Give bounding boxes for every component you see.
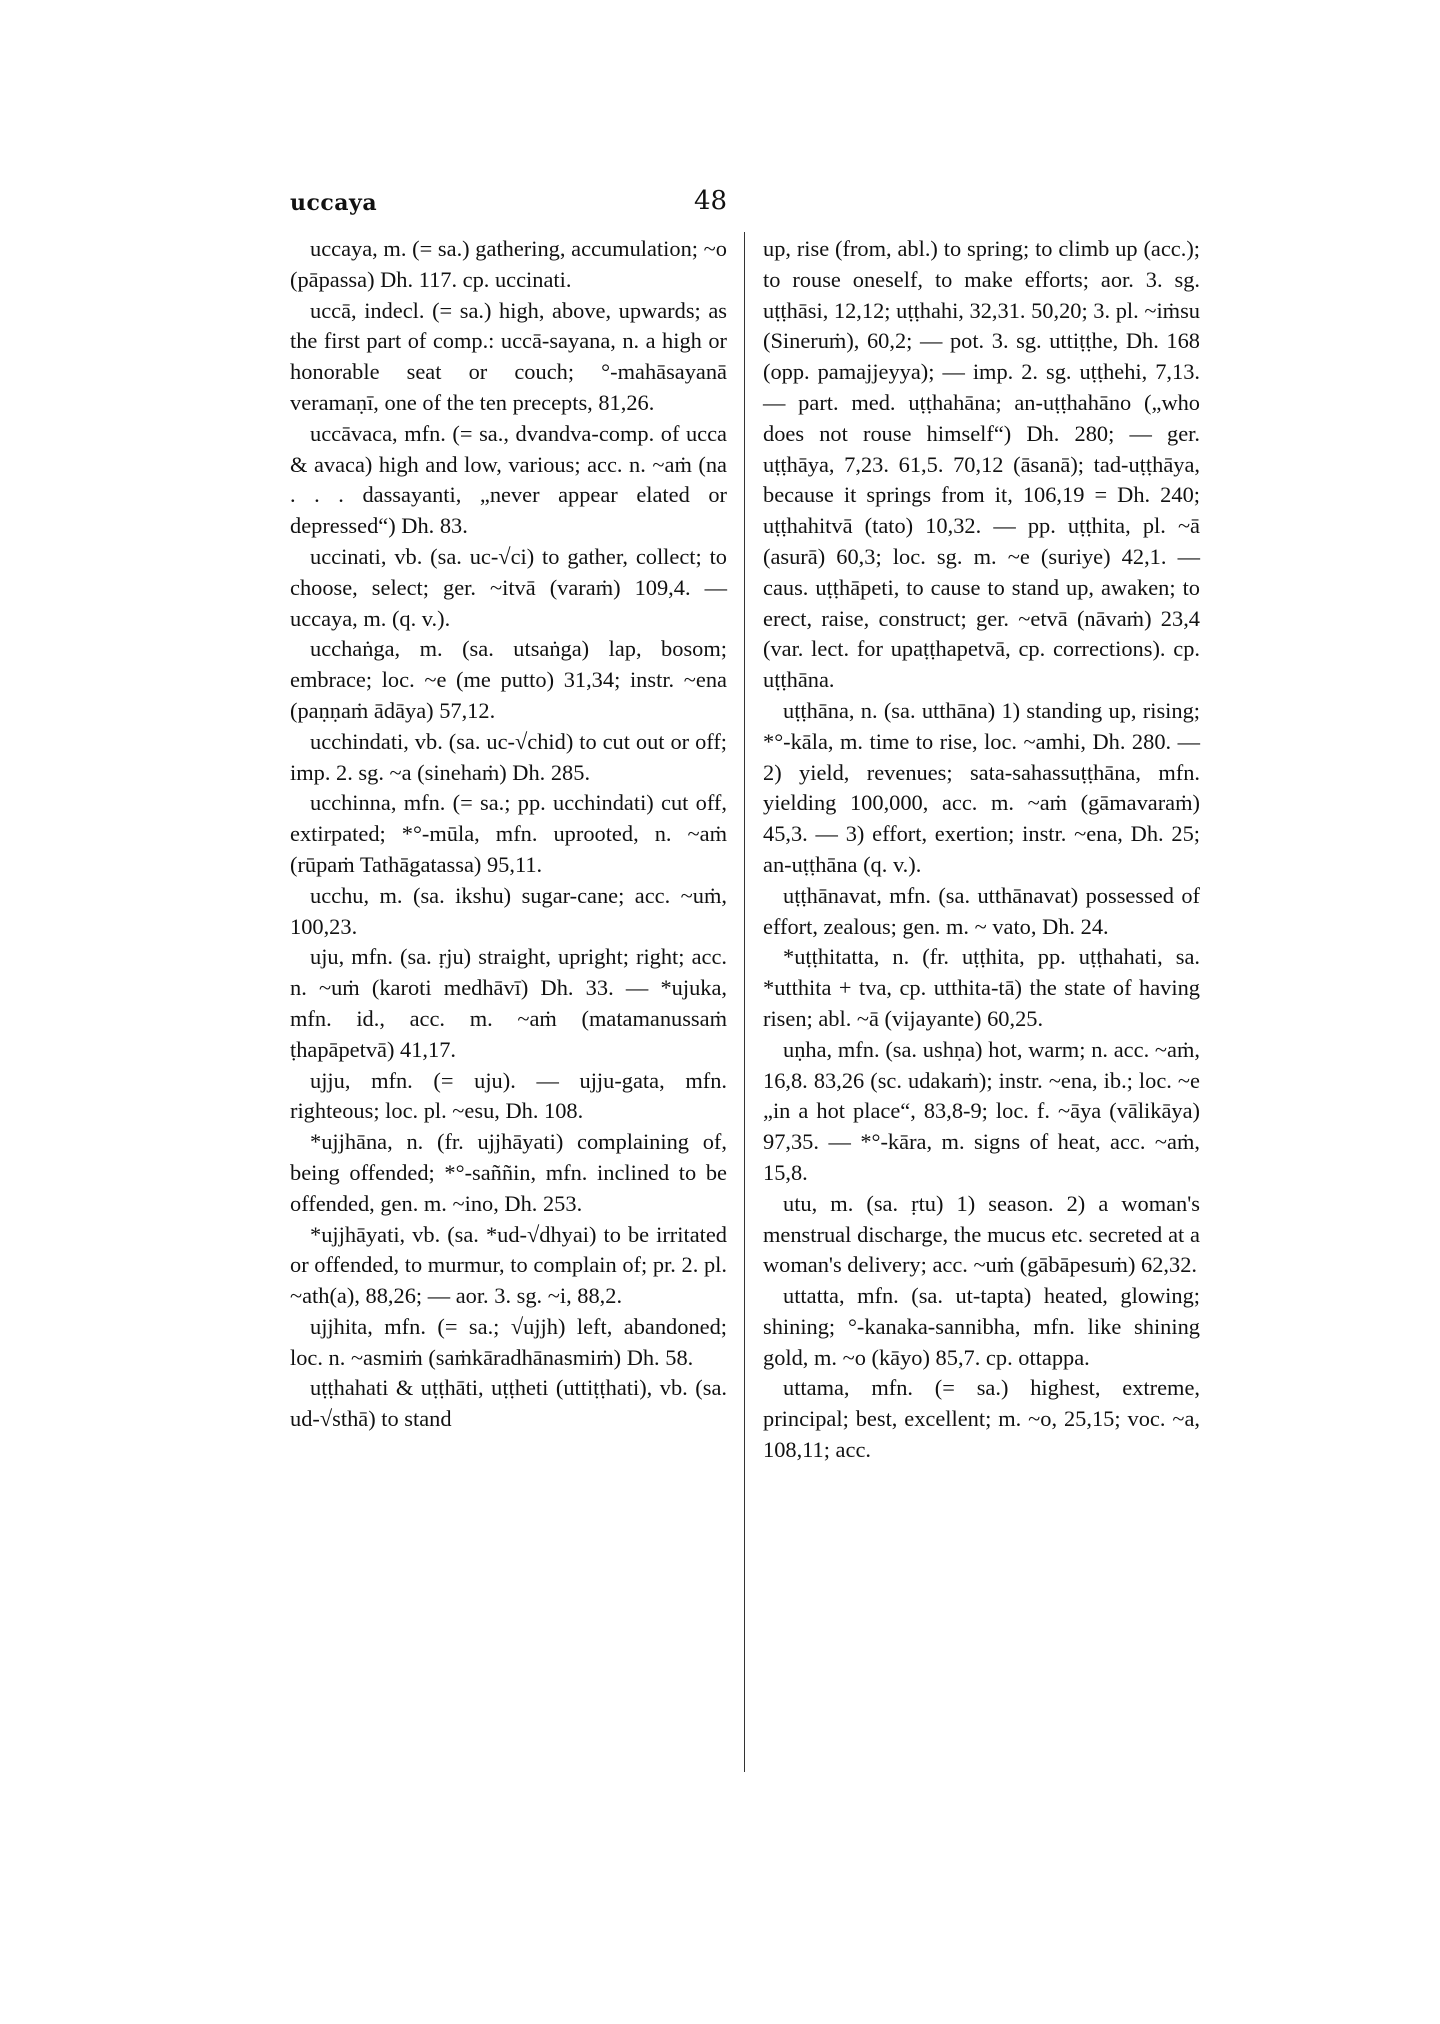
right-column [763, 234, 1200, 1466]
running-head: uccaya [290, 190, 378, 216]
entry-uju: uju, mfn. (sa. ṛju) straight, upright; right; acc. n. ~uṁ (karoti medhāvī) Dh. 33. — *ujuka, mfn. id., acc. m. ~aṁ (matamanussaṁ ṭhapāpetvā) 41,17. [290, 944, 727, 1062]
entry-ucchu: ucchu, m. (sa. ikshu) sugar-cane; acc. ~uṁ, 100,23. [290, 882, 727, 939]
entry-ucchanga: ucchaṅga, m. (sa. utsaṅga) lap, bosom; embrace; loc. ~e (me putto) 31,34; instr. ~ena (paṇṇaṁ ādāya) 57,12. [290, 636, 727, 723]
entry-utthitatta: *uṭṭhitatta, n. (fr. uṭṭhita, pp. uṭṭhahati, sa. *utthita + tva, cp. utthita-tā) the state of having risen; abl. ~ā (vijayante) 60,25. [763, 944, 1200, 1031]
entry-uccaya: uccaya, m. (= sa.) gathering, accumulation; ~o (pāpassa) Dh. 117. cp. uccinati. [290, 236, 727, 292]
column-divider [744, 232, 745, 1772]
entry-ujju: ujju, mfn. (= uju). — ujju-gata, mfn. righteous; loc. pl. ~esu, Dh. 108. [290, 1067, 727, 1124]
entry-utthahati-continued: up, rise (from, abl.) to spring; to climb up (acc.); to rouse oneself, to make efforts; aor. 3. sg. uṭṭhāsi, 12,12; uṭṭhahi, 32,31. 50,20; 3. pl. ~iṁsu (Sineruṁ), 60,2; — pot. 3. sg. uttiṭṭhe, Dh. 168 (opp. pamajjeyya); — imp. 2. sg. uṭṭhehi, 7,13. — part. med. uṭṭhahāna; an-uṭṭhahāno („who does not rouse himself“) Dh. 280; — ger. uṭṭhāya, 7,23. 61,5. 70,12 (āsanā); tad-uṭṭhāya, because it springs from it, 106,19 = Dh. 240; uṭṭhahitvā (tato) 10,32. — pp. uṭṭhita, pl. ~ā (asurā) 60,3; loc. sg. m. ~e (suriye) 42,1. — caus. uṭṭhāpeti, to cause to stand up, awaken; to erect, raise, construct; ger. ~etvā (nāvaṁ) 23,4 (var. lect. for upaṭṭhapetvā, cp. corrections). cp. uṭṭhāna. [763, 236, 1200, 693]
entry-uccinati: uccinati, vb. (sa. uc-√ci) to gather, collect; to choose, select; ger. ~itvā (varaṁ) 109,4. — uccaya, m. (q. v.). [290, 543, 727, 631]
entry-ujjhayati: *ujjhāyati, vb. (sa. *ud-√dhyai) to be irritated or offended, to murmur, to complain of; pr. 2. pl. ~ath(a), 88,26; — aor. 3. sg. ~i, 88,2. [290, 1221, 727, 1309]
entry-utthahati: uṭṭhahati & uṭṭhāti, uṭṭheti (uttiṭṭhati), vb. (sa. ud-√sthā) to stand [290, 1375, 727, 1432]
entry-uccavaca: uccāvaca, mfn. (= sa., dvandva-comp. of ucca & avaca) high and low, various; acc. n. ~aṁ (na . . . dassayanti, „never appear elated or depressed“) Dh. 83. [290, 420, 727, 539]
entry-unha: uṇha, mfn. (sa. ushṇa) hot, warm; n. acc. ~aṁ, 16,8. 83,26 (sc. udakaṁ); instr. ~ena, ib.; loc. ~e „in a hot place“, 83,8-9; loc. f. ~āya (vālikāya) 97,35. — *°-kāra, m. signs of heat, acc. ~aṁ, 15,8. [763, 1036, 1200, 1185]
entry-ucchindati: ucchindati, vb. (sa. uc-√chid) to cut out or off; imp. 2. sg. ~a (sinehaṁ) Dh. 285. [290, 728, 727, 785]
left-column [290, 234, 727, 1435]
page-number: 48 [694, 186, 728, 216]
entry-uttama: uttama, mfn. (= sa.) highest, extreme, principal; best, excellent; m. ~o, 25,15; voc. ~a, 108,11; acc. [763, 1375, 1200, 1463]
entry-utu: utu, m. (sa. ṛtu) 1) season. 2) a woman's menstrual discharge, the mucus etc. secreted at a woman's delivery; acc. ~uṁ (gābāpesuṁ) 62,32. [763, 1190, 1200, 1278]
entry-uttatta: uttatta, mfn. (sa. ut-tapta) heated, glowing; shining; °-kanaka-sannibha, mfn. like shining gold, m. ~o (kāyo) 85,7. cp. ottappa. [763, 1283, 1200, 1370]
entry-ucchinna: ucchinna, mfn. (= sa.; pp. ucchindati) cut off, extirpated; *°-mūla, mfn. uprooted, n. ~aṁ (rūpaṁ Tathāgatassa) 95,11. [290, 790, 727, 877]
entry-utthanavat: uṭṭhānavat, mfn. (sa. utthānavat) possessed of effort, zealous; gen. m. ~ vato, Dh. 24. [763, 882, 1200, 939]
entry-ujjhita: ujjhita, mfn. (= sa.; √ujjh) left, abandoned; loc. n. ~asmiṁ (saṁkāradhānasmiṁ) Dh. 58. [290, 1313, 727, 1370]
entry-utthana: uṭṭhāna, n. (sa. utthāna) 1) standing up, rising; *°-kāla, m. time to rise, loc. ~amhi, Dh. 280. — 2) yield, revenues; sata-sahassuṭṭhāna, mfn. yielding 100,000, acc. m. ~aṁ (gāmavaraṁ) 45,3. — 3) effort, exertion; instr. ~ena, Dh. 25; an-uṭṭhāna (q. v.). [763, 697, 1200, 877]
entry-ujjhana: *ujjhāna, n. (fr. ujjhāyati) complaining of, being offended; *°-saññin, mfn. inclined to be offended, gen. m. ~ino, Dh. 253. [290, 1129, 727, 1216]
entry-ucca: uccā, indecl. (= sa.) high, above, upwards; as the first part of comp.: uccā-sayana, n. a high or honorable seat or couch; °-mahāsayanā veramaṇī, one of the ten precepts, 81,26. [290, 297, 727, 415]
